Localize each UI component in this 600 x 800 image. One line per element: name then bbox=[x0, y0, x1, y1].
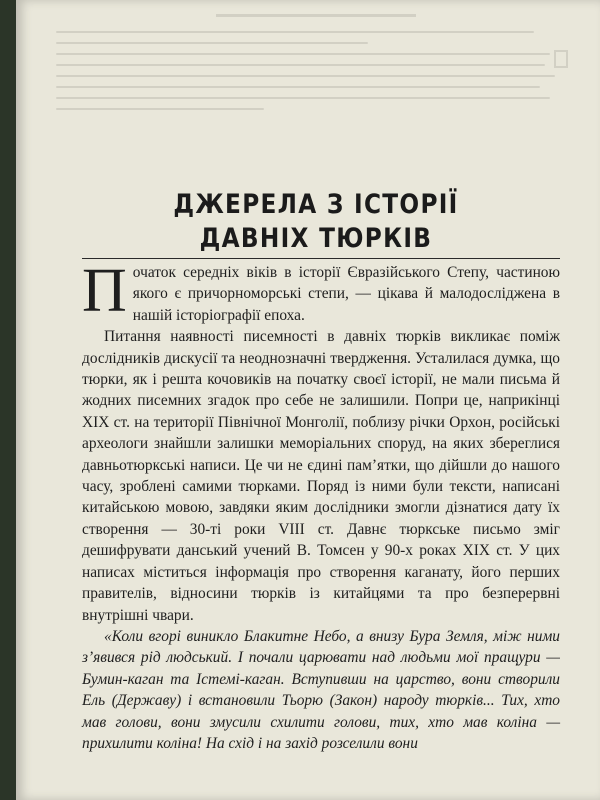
title-divider bbox=[82, 258, 560, 259]
drop-cap: П bbox=[82, 257, 127, 325]
show-through-text bbox=[56, 14, 576, 174]
body-text bbox=[82, 257, 560, 754]
chapter-title-line-2: ДАВНІХ ТЮРКІВ bbox=[199, 223, 433, 254]
book-page bbox=[16, 0, 600, 800]
paragraph-intro: Початок середніх віків в історії Євразійського Степу, частиною якого є причорноморські степи, — цікава й малодосліджена в нашій історіографії епоха. bbox=[82, 257, 560, 325]
paragraph-quote: «Коли вгорі виникло Блакитне Небо, а внизу Бура Земля, між ними з’явився рід людський. І почали царювати над людьми мої пращури — Бумин-каган та Істемі-каган. Вступивши на царство, вони створили Ель (Державу) і встановили Тьорю (Закон) народу тюрків... Тих, хто мав голови, вони змусили схилити голови, тих, хто мав коліна — прихилити коліна! На схід і на захід розселили вони bbox=[82, 627, 560, 752]
chapter-title bbox=[135, 188, 496, 256]
chapter-title-line-1: ДЖЕРЕЛА З ІСТОРІЇ bbox=[173, 189, 459, 220]
paragraph-writing: Питання наявності писемності в давніх тюрків викликає поміж дослідників дискусії та неоднозначні твердження. Усталилася думка, що тюрки, як і решта кочовиків на початку своєї історії, не мали письма й жодних писемних згадок про себе не залишили. Попри це, наприкінці XIX ст. на території Північної Монголії, поблизу річки Орхон, російські археологи знайшли залишки меморіальних споруд, на яких збереглися давньотюркські написи. Це чи не єдині пам’ятки, що дійшли до нашого часу, зроблені самими тюрками. Поряд із ними були тексти, написані китайською мовою, завдяки яким дослідники змогли дізнатися дату їх створення — 30-ті роки VIII ст. Давнє тюркське письмо зміг дешифрувати данський учений В. Томсен у 90-х роках XIX ст. У цих написах міститься інформація про створення каганату, його перших правителів, відносини тюрків із китайцями та про безперервні внутрішні чвари. bbox=[82, 328, 560, 624]
